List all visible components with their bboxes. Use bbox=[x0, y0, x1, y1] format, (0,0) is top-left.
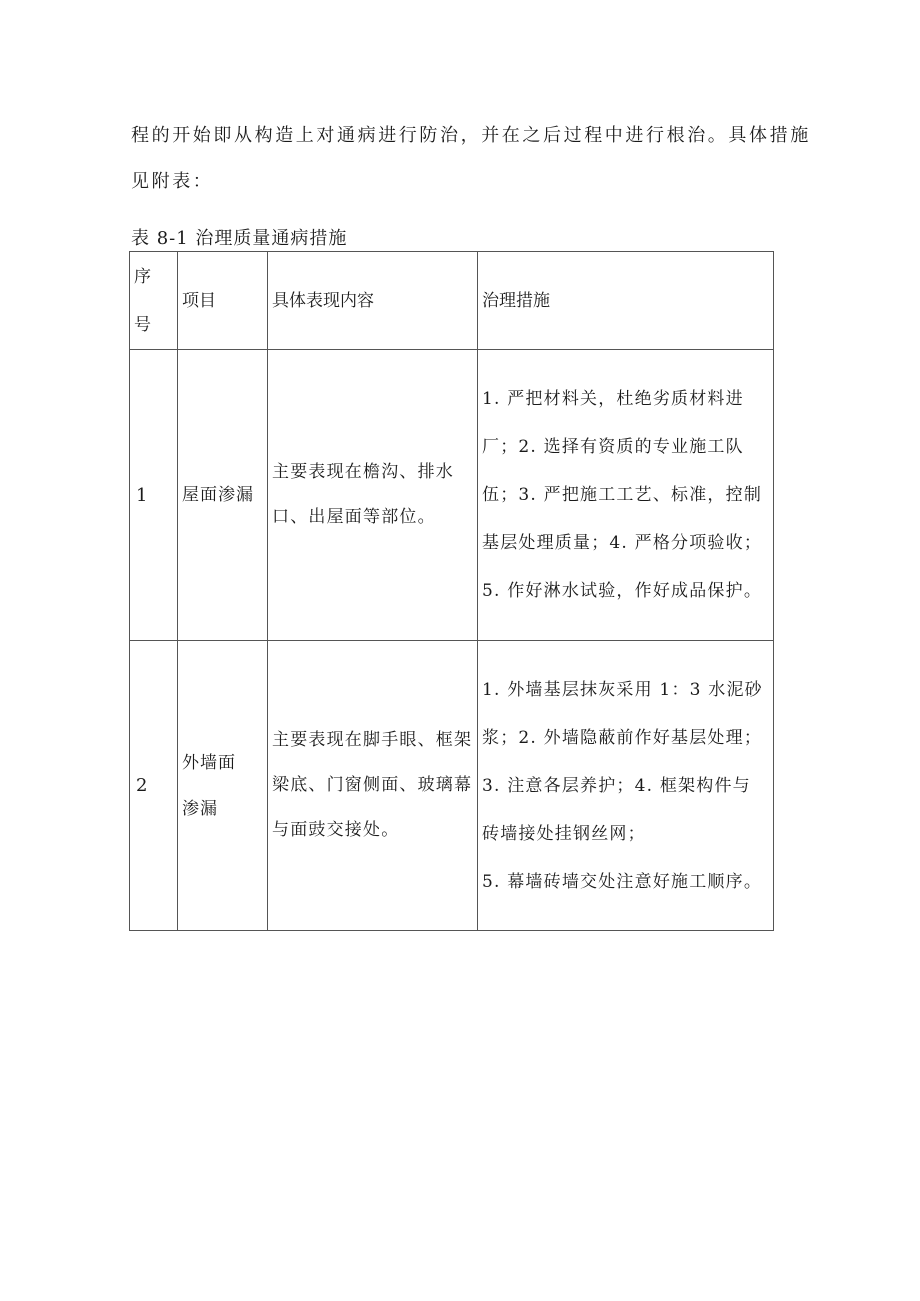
row-description: 主要表现在檐沟、排水口、出屋面等部位。 bbox=[268, 350, 478, 641]
table-row bbox=[130, 641, 774, 931]
header-no: 序号 bbox=[130, 252, 178, 350]
row-description: 主要表现在脚手眼、框架梁底、门窗侧面、玻璃幕与面豉交接处。 bbox=[268, 641, 478, 931]
header-item: 项目 bbox=[178, 252, 268, 350]
row-measures: 1. 外墙基层抹灰采用 1：3 水泥砂浆；2. 外墙隐蔽前作好基层处理；3. 注意各层养护；4. 框架构件与砖墙接处挂钢丝网； 5. 幕墙砖墙交处注意好施工顺序。 bbox=[478, 641, 774, 931]
table-row bbox=[130, 350, 774, 641]
header-measures: 治理措施 bbox=[478, 252, 774, 350]
row-item: 外墙面渗漏 bbox=[178, 641, 268, 931]
measures-table bbox=[129, 251, 774, 931]
row-item: 屋面渗漏 bbox=[178, 350, 268, 641]
intro-paragraph: 程的开始即从构造上对通病进行防治，并在之后过程中进行根治。具体措施见附表： bbox=[131, 125, 811, 192]
table-caption: 表 8-1 治理质量通病措施 bbox=[131, 228, 348, 249]
row-no: 1 bbox=[130, 350, 178, 641]
header-description: 具体表现内容 bbox=[268, 252, 478, 350]
row-measures: 1. 严把材料关，杜绝劣质材料进厂；2. 选择有资质的专业施工队伍；3. 严把施工工艺、标准，控制基层处理质量；4. 严格分项验收；5. 作好淋水试验，作好成品保护。 bbox=[478, 350, 774, 641]
table-header-row bbox=[130, 252, 774, 350]
row-no: 2 bbox=[130, 641, 178, 931]
